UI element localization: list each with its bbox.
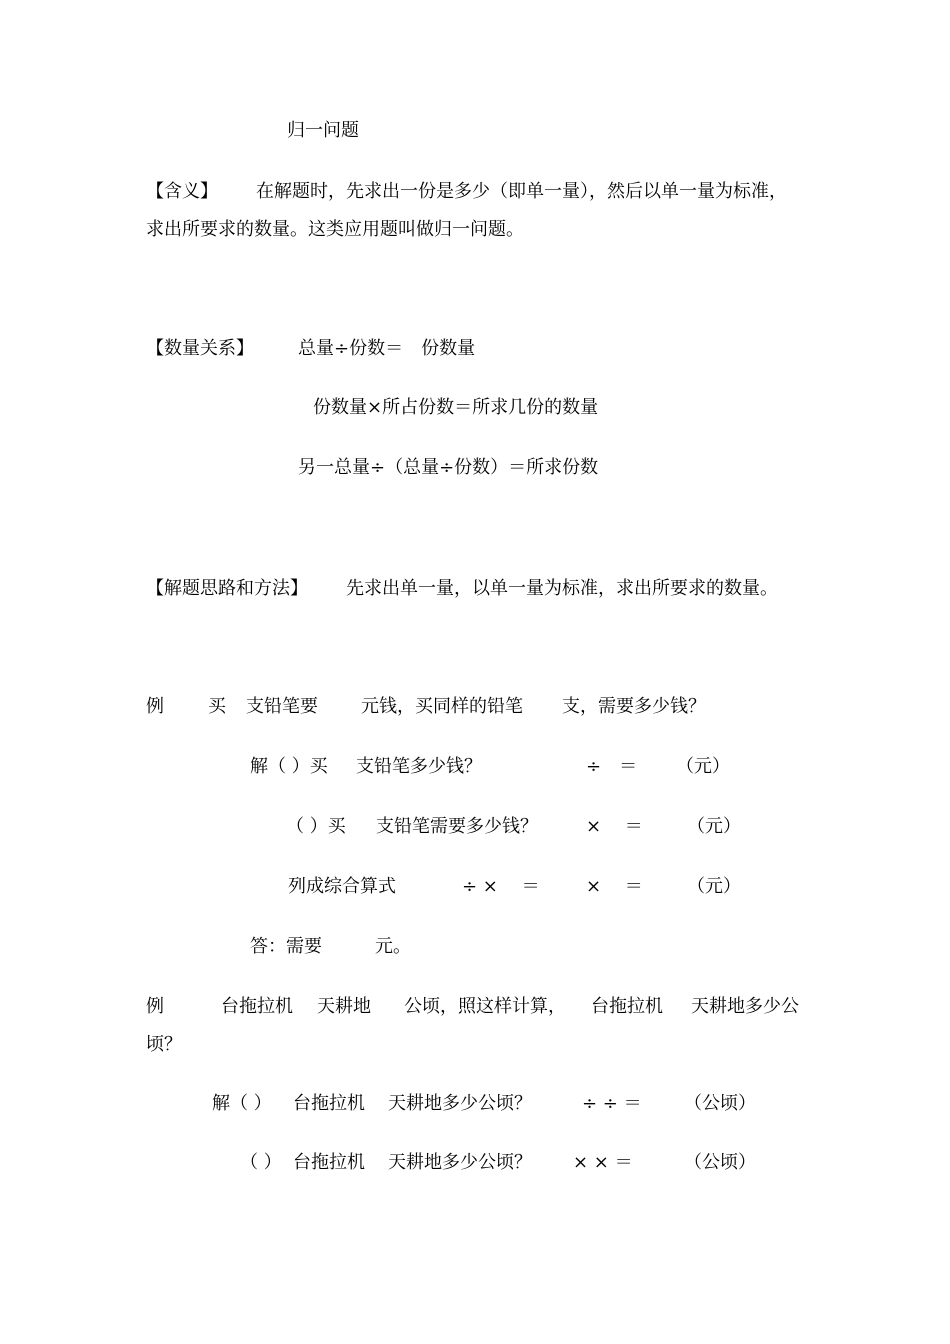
meaning-text-line2: 求出所要求的数量。这类应用题叫做归一问题。 <box>146 219 524 240</box>
example1-question-part2: 支铅笔要 <box>246 696 318 717</box>
example1-step2-unit: （元） <box>687 816 741 837</box>
example2-question-part2: 天耕地 <box>317 996 371 1017</box>
example2-step1-question: 天耕地多少公顷？ <box>388 1093 532 1114</box>
example2-step2-tractors: 台拖拉机 <box>293 1152 365 1173</box>
example1-answer-part2: 元。 <box>375 936 411 957</box>
example1-step2-question: 支铅笔需要多少钱？ <box>376 816 538 837</box>
example2-step1-label: 解（ ） <box>212 1093 272 1114</box>
example1-combined-equation-b: × ＝ <box>586 876 643 897</box>
example2-marker: 例 <box>146 996 164 1017</box>
meaning-text-line1: 在解题时，先求出一份是多少（即单一量），然后以单一量为标准， <box>256 181 787 202</box>
example2-step2-unit: （公顷） <box>684 1152 756 1173</box>
example2-question-part1: 台拖拉机 <box>221 996 293 1017</box>
example2-question-part5: 天耕地多少公 <box>691 996 799 1017</box>
example1-step2-equation: × ＝ <box>586 816 643 837</box>
example2-step2-label: （ ） <box>240 1152 282 1173</box>
example1-answer-part1: 答：需要 <box>250 936 322 957</box>
meaning-label: 【含义】 <box>146 181 218 202</box>
example1-combined-unit: （元） <box>687 876 741 897</box>
example1-step1-question: 支铅笔多少钱？ <box>356 756 482 777</box>
relation-formula-2: 份数量×所占份数＝所求几份的数量 <box>313 397 599 418</box>
method-label: 【解题思路和方法】 <box>146 578 308 599</box>
example2-step2-question: 天耕地多少公顷？ <box>388 1152 532 1173</box>
example1-question-part1: 买 <box>208 696 226 717</box>
method-text: 先求出单一量，以单一量为标准，求出所要求的数量。 <box>346 578 778 599</box>
page-title: 归一问题 <box>287 120 359 141</box>
example2-question-part6: 顷？ <box>146 1034 182 1055</box>
example2-step1-unit: （公顷） <box>684 1093 756 1114</box>
example1-question-part3: 元钱，买同样的铅笔 <box>361 696 523 717</box>
relation-formula-3: 另一总量÷（总量÷份数）＝所求份数 <box>298 457 599 478</box>
example2-question-part3: 公顷，照这样计算， <box>404 996 566 1017</box>
example1-combined-label: 列成综合算式 <box>288 876 396 897</box>
example2-step2-equation: × × ＝ <box>573 1152 633 1173</box>
example1-step1-label: 解（ ）买 <box>250 756 328 777</box>
example1-marker: 例 <box>146 696 164 717</box>
relation-formula-1: 总量÷份数＝ 份数量 <box>298 338 476 359</box>
example1-step1-equation: ÷ ＝ <box>586 756 638 777</box>
example2-step1-equation: ÷ ÷ ＝ <box>582 1093 642 1114</box>
example2-step1-tractors: 台拖拉机 <box>293 1093 365 1114</box>
example1-question-part4: 支，需要多少钱？ <box>562 696 706 717</box>
example1-step1-unit: （元） <box>676 756 730 777</box>
example1-combined-equation-a: ÷ × ＝ <box>462 876 540 897</box>
example2-question-part4: 台拖拉机 <box>591 996 663 1017</box>
relations-label: 【数量关系】 <box>146 338 254 359</box>
example1-step2-label: （ ）买 <box>286 816 346 837</box>
